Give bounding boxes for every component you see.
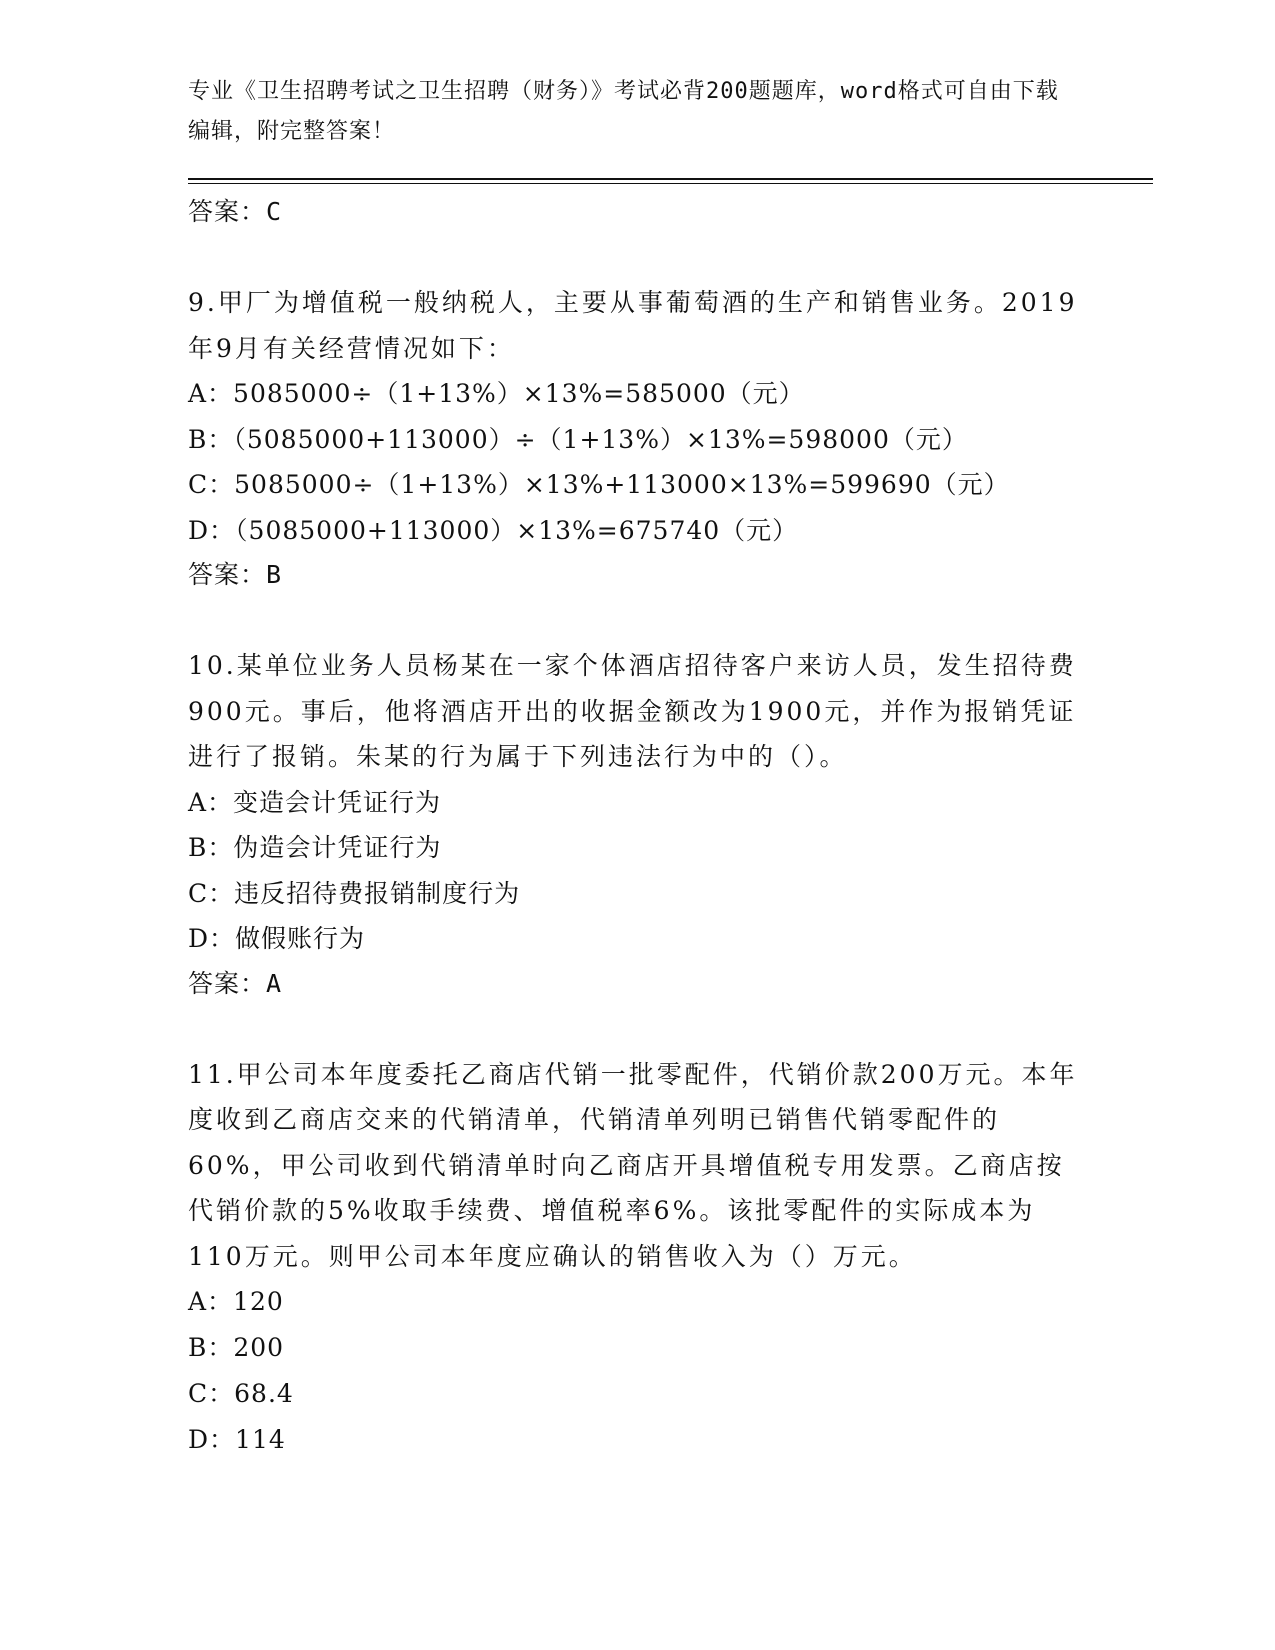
option-d: D：114 [188, 1425, 286, 1454]
document-header: 专业《卫生招聘考试之卫生招聘（财务）》考试必背200题题库，word格式可自由下载编辑，附完整答案！ [188, 79, 1059, 144]
question-list [188, 190, 1088, 1463]
answer-line: 答案：A [188, 968, 283, 998]
option-b: B：（5085000+113000）÷（1+13%）×13%=598000（元） [188, 424, 968, 454]
option-a: A：120 [188, 1287, 284, 1316]
option-c: C：5085000÷（1+13%）×13%+113000×13%=599690（元） [188, 470, 1010, 499]
question-11 [188, 1052, 1088, 1464]
question-stem: 11.甲公司本年度委托乙商店代销一批零配件，代销价款200万元。本年度收到乙商店交来的代销清单，代销清单列明已销售代销零配件的60%，甲公司收到代销清单时向乙商店开具增值税专用发票。乙商店按代销价款的5%收取手续费、增值税率6%。该批零配件的实际成本为110万元。则甲公司本年度应确认的销售收入为（）万元。 [188, 1059, 1078, 1271]
option-c: C：违反招待费报销制度行为 [188, 878, 521, 908]
question-9 [188, 280, 1088, 597]
option-b: B：200 [188, 1333, 285, 1362]
answer-line: 答案：C [188, 197, 283, 226]
answer-line: 答案：B [188, 560, 283, 589]
option-a: A：变造会计凭证行为 [188, 787, 442, 817]
option-b: B：伪造会计凭证行为 [188, 833, 442, 862]
header-divider-thick [188, 178, 1153, 180]
option-c: C：68.4 [188, 1379, 294, 1408]
option-d: D：做假账行为 [188, 924, 366, 953]
question-stem: 9.甲厂为增值税一般纳税人，主要从事葡萄酒的生产和销售业务。2019年9月有关经营情况如下： [188, 288, 1078, 363]
option-a: A：5085000÷（1+13%）×13%=585000（元） [188, 379, 805, 408]
question-stem: 10.某单位业务人员杨某在一家个体酒店招待客户来访人员，发生招待费900元。事后，他将酒店开出的收据金额改为1900元，并作为报销凭证进行了报销。朱某的行为属于下列违法行为中的（）。 [188, 651, 1077, 771]
option-d: D：（5085000+113000）×13%=675740（元） [188, 515, 799, 545]
header-divider-thin [188, 183, 1153, 184]
question-10 [188, 643, 1088, 1006]
